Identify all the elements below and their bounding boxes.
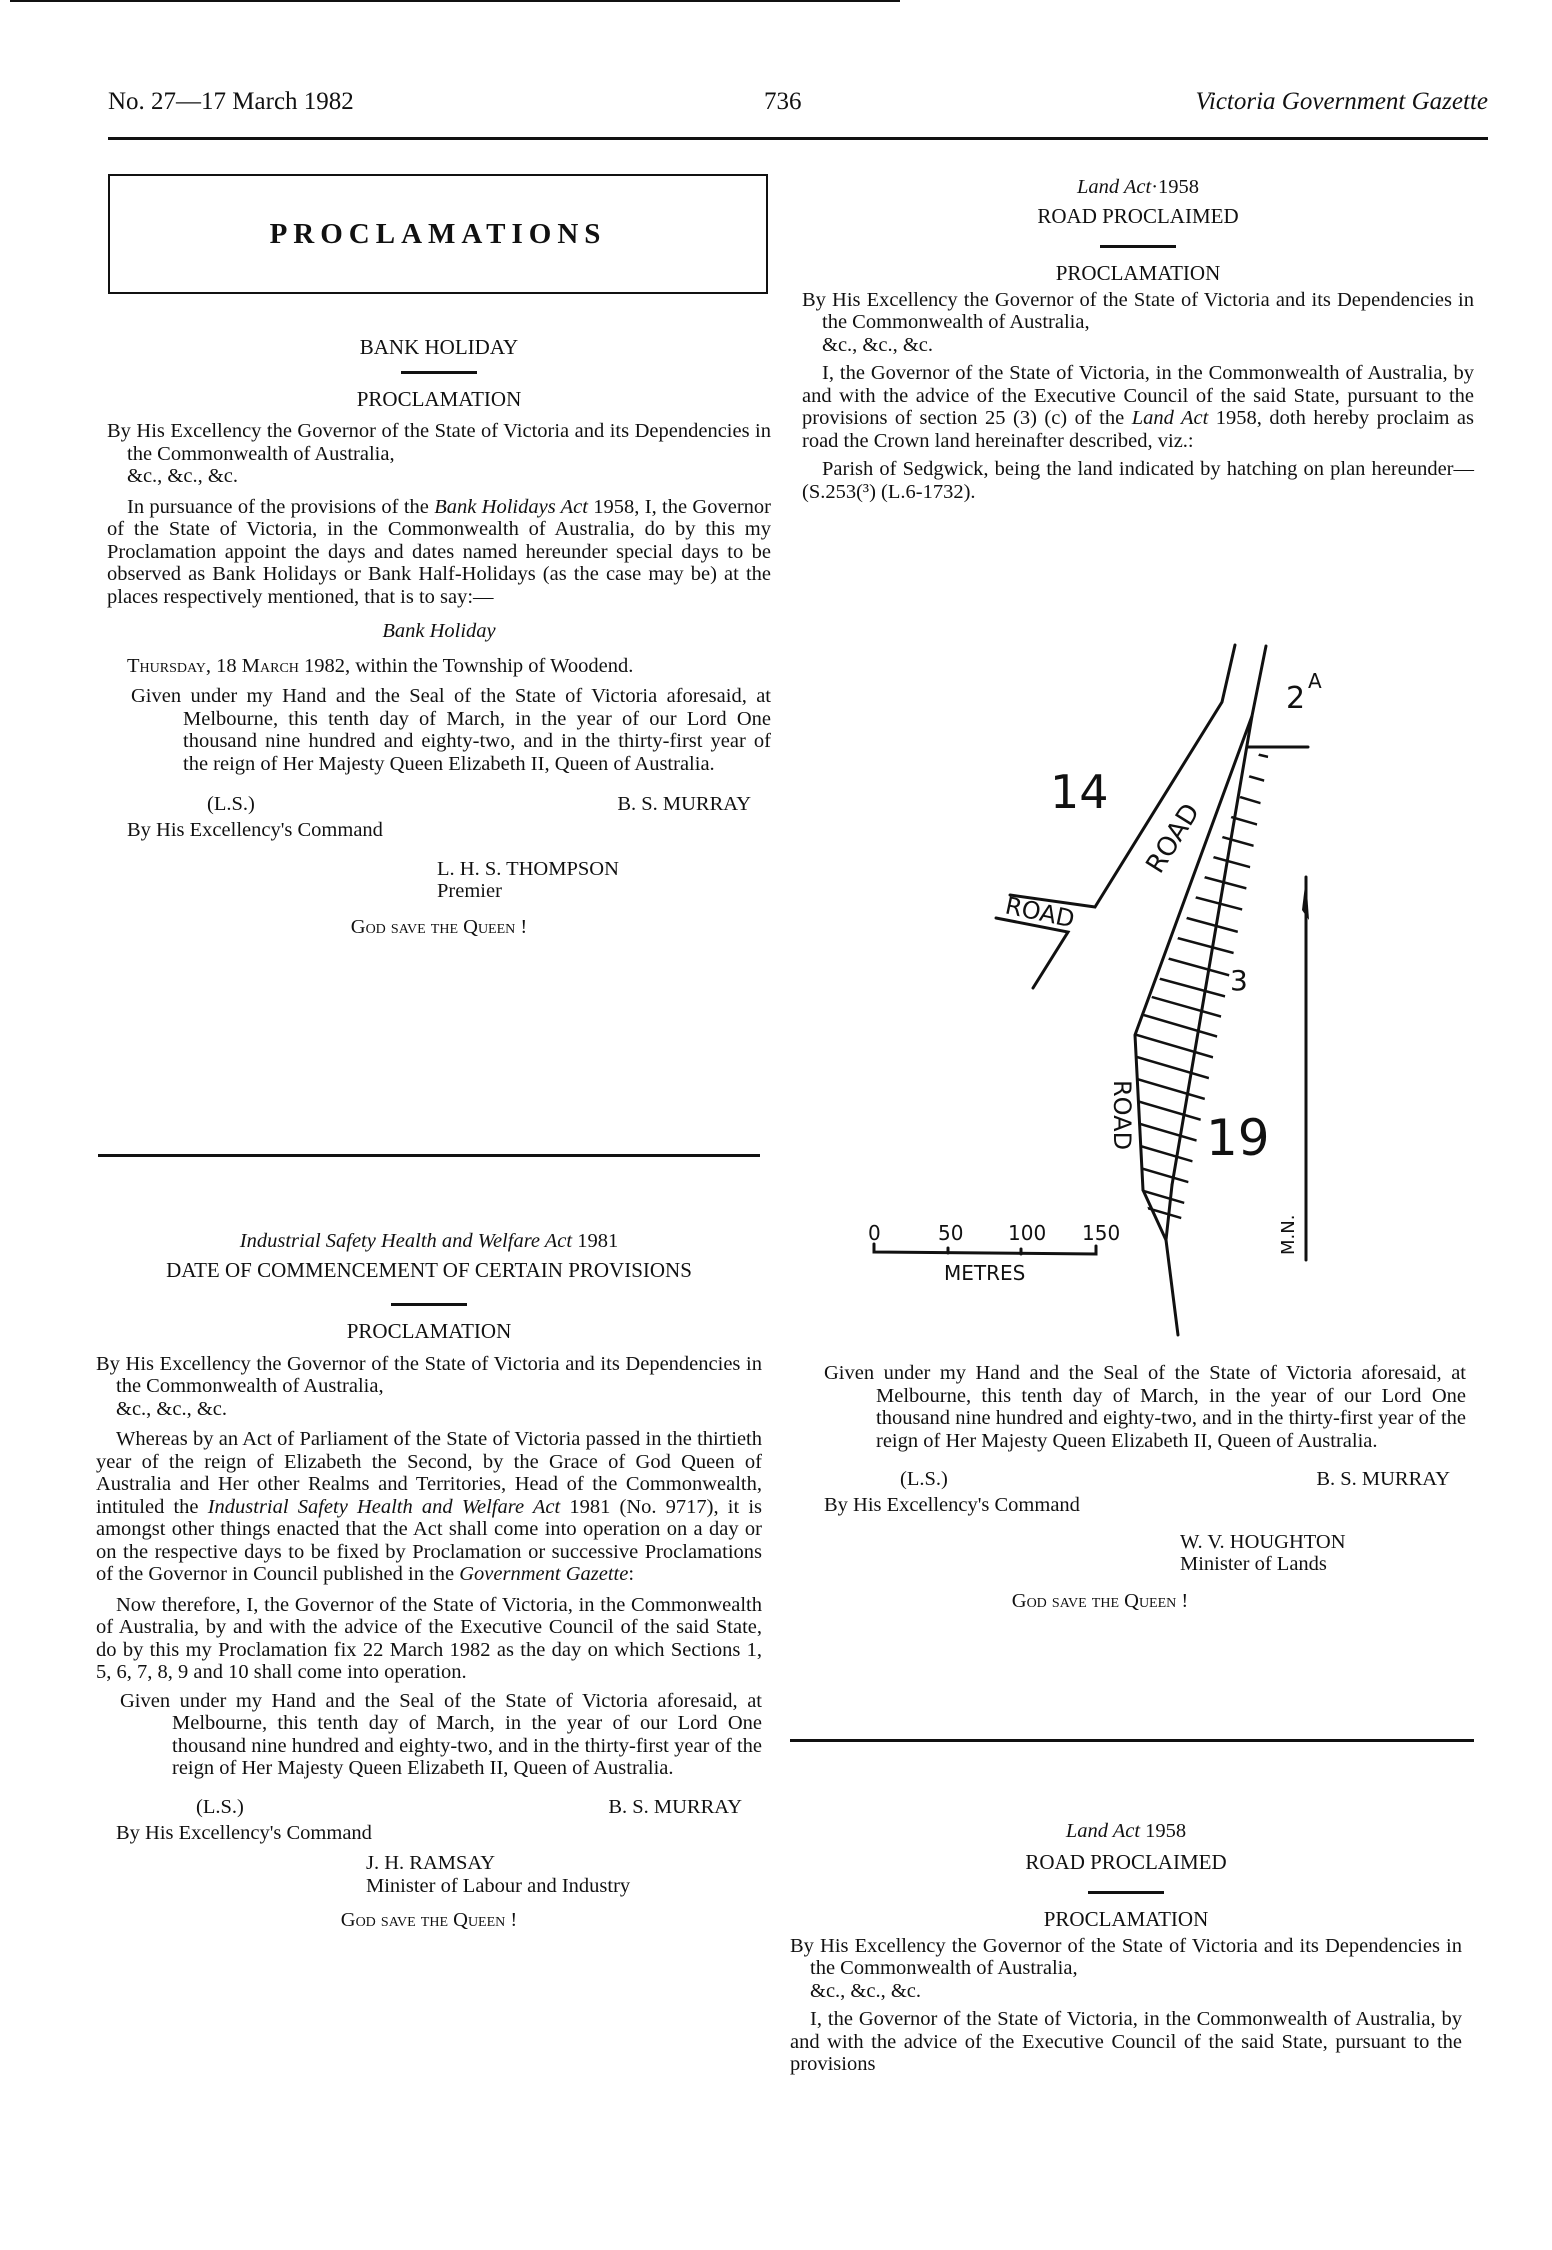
signature-row: [824, 1468, 1466, 1494]
god-save-the-queen: God save the Queen !: [350, 915, 528, 938]
scale-tick-150: 150: [1082, 1221, 1121, 1245]
road-proclaimed-title: ROAD PROCLAIMED: [1037, 203, 1239, 228]
page-number: 736: [764, 88, 802, 115]
signature-row: [96, 1796, 762, 1822]
scale-tick-50: 50: [938, 1221, 964, 1245]
publication-title: Victoria Government Gazette: [1195, 88, 1488, 115]
act-title: Land Act·1958: [1076, 176, 1200, 198]
divider: [391, 1303, 467, 1306]
bank-holiday-title: BANK HOLIDAY: [359, 335, 519, 359]
minister-name: J. H. RAMSAY: [366, 1852, 496, 1874]
proclamation-heading: PROCLAMATION: [1055, 261, 1221, 285]
north-label: M.N.: [1278, 1214, 1299, 1255]
header-rule: [108, 137, 1488, 140]
governor-signature: B. S. MURRAY: [617, 793, 751, 815]
allotment-14-label: 14: [1050, 765, 1109, 819]
now-therefore-clause: Now therefore, I, the Governor of the State of Victoria, in the Commonwealth of Australia, by and with the advice of the Executive Council of the said State, do by this my Proclamation fix 22 March 1982 as the day on which Sections 1, 5, 6, 7, 8, 9 and 10 shall come into operation.: [96, 1593, 762, 1683]
given-under-hand: Given under my Hand and the Seal of the State of Victoria aforesaid, at Melbourne, this tenth day of March, in the year of our Lord One thousand nine hundred and eighty-two, and in the thirty-first year of the reign of Her Majesty Queen Elizabeth II, Queen of Australia.: [131, 685, 771, 775]
proclamation-heading: PROCLAMATION: [346, 1319, 512, 1343]
road-proclamation-signature-block: [824, 1362, 1466, 1612]
preamble: By His Excellency the Governor of the State of Victoria and its Dependencies in the Commonwealth of Australia, &c., &c., &c.: [802, 288, 1474, 356]
allotment-2a-superscript: A: [1308, 669, 1322, 693]
preamble: By His Excellency the Governor of the State of Victoria and its Dependencies in the Commonwealth of Australia, &c., &c., &c.: [790, 1934, 1462, 2002]
bank-holiday-body: In pursuance of the provisions of the Bank Holidays Act 1958, I, the Governor of the State of Victoria, in the Commonwealth of Australia, do by this my Proclamation appoint the days and dates named hereunder special days to be observed as Bank Holidays or Bank Half-Holidays (as the case may be) at the places respectively mentioned, that is to say:—: [107, 495, 771, 608]
excellency-command: By His Excellency's Command: [127, 819, 383, 841]
road-label-diagonal: ROAD: [1140, 798, 1207, 879]
given-under-hand: Given under my Hand and the Seal of the State of Victoria aforesaid, at Melbourne, this tenth day of March, in the year of our Lord One thousand nine hundred and eighty-two, and in the thirty-first year of the reign of Her Majesty Queen Elizabeth II, Queen of Australia.: [824, 1362, 1466, 1452]
minister-title: Minister of Lands: [1180, 1553, 1327, 1575]
section-banner: [108, 174, 768, 294]
road-label-vertical: ROAD: [1108, 1080, 1136, 1151]
minister-name: L. H. S. THOMPSON: [437, 857, 619, 880]
road-proclaimed-title: ROAD PROCLAIMED: [1025, 1849, 1227, 1874]
commencement-title: DATE OF COMMENCEMENT OF CERTAIN PROVISIONS: [166, 1257, 692, 1282]
locus-sigilli: (L.S.): [207, 793, 255, 815]
given-under-hand: Given under my Hand and the Seal of the State of Victoria aforesaid, at Melbourne, this tenth day of March, in the year of our Lord One thousand nine hundred and eighty-two, and in the thirty-first year of the reign of Her Majesty Queen Elizabeth II, Queen of Australia.: [120, 1689, 762, 1779]
governor-signature: B. S. MURRAY: [1316, 1468, 1450, 1490]
plan-drawing: [850, 620, 1410, 1340]
divider: [401, 371, 477, 374]
excellency-command: By His Excellency's Command: [824, 1494, 1080, 1516]
road-body: I, the Governor of the State of Victoria, in the Commonwealth of Australia, by and with the advice of the Executive Council of the said State, pursuant to the provisions of section 25 (3) (c) of the Land Act 1958, doth hereby proclaim as road the Crown land hereinafter described, viz.:: [802, 362, 1474, 452]
excellency-command: By His Excellency's Command: [116, 1821, 372, 1844]
minister-title: Minister of Labour and Industry: [366, 1874, 631, 1897]
god-save-the-queen: God save the Queen !: [340, 1909, 518, 1931]
section-divider: [98, 1154, 760, 1157]
preamble: By His Excellency the Governor of the State of Victoria and its Dependencies in the Commonwealth of Australia, &c., &c., &c.: [107, 420, 771, 487]
road-label-side: ROAD: [1002, 891, 1078, 934]
section-divider: [790, 1739, 1474, 1742]
scale-tick-100: 100: [1008, 1221, 1047, 1245]
act-title: Industrial Safety Health and Welfare Act 1981: [239, 1230, 619, 1252]
locus-sigilli: (L.S.): [900, 1468, 948, 1490]
signature-row: [107, 793, 771, 819]
governor-signature: B. S. MURRAY: [608, 1795, 742, 1818]
issue-date: No. 27—17 March 1982: [108, 88, 354, 115]
allotment-2a-label: 2: [1286, 681, 1306, 716]
scale-unit: METRES: [944, 1261, 1026, 1285]
locus-sigilli: (L.S.): [196, 1795, 244, 1818]
road-body: I, the Governor of the State of Victoria, in the Commonwealth of Australia, by and with the advice of the Executive Council of the said State, pursuant to the provisions: [790, 2008, 1462, 2075]
preamble: By His Excellency the Governor of the State of Victoria and its Dependencies in the Commonwealth of Australia, &c., &c., &c.: [96, 1352, 762, 1420]
minister-title: Premier: [437, 879, 502, 902]
holiday-entry: Thursday, 18 March 1982, within the Township of Woodend.: [127, 654, 634, 677]
bank-holiday-proclamation: [107, 336, 771, 938]
running-head: [108, 88, 1488, 124]
section-banner-title: PROCLAMATIONS: [269, 217, 607, 250]
allotment-19-label: 19: [1206, 1109, 1270, 1167]
proclamation-heading: PROCLAMATION: [1043, 1907, 1209, 1931]
road-proclamation-sedgwick: [802, 176, 1474, 503]
act-title: Land Act 1958: [1065, 1820, 1187, 1842]
divider: [1088, 1891, 1164, 1894]
north-arrow-icon: [1302, 877, 1309, 920]
industrial-safety-proclamation: [96, 1230, 762, 1932]
parish-description: Parish of Sedgwick, being the land indicated by hatching on plan hereunder—(S.253(³) (L.6-1732).: [802, 458, 1474, 503]
god-save-the-queen: God save the Queen !: [1011, 1589, 1189, 1612]
proclamation-heading: PROCLAMATION: [356, 386, 522, 411]
whereas-clause: Whereas by an Act of Parliament of the State of Victoria passed in the thirtieth year of the reign of Elizabeth the Second, by the Grace of God Queen of Australia and Her other Realms and Territories, Head of the Commonwealth, intituled the Industrial Safety Health and Welfare Act 1981 (No. 9717), it is amongst other things enacted that the Act shall come into operation on a day or on the respective days to be fixed by Proclamation or successive Proclamations of the Governor in Council published in the Government Gazette:: [96, 1428, 762, 1585]
minister-name: W. V. HOUGHTON: [1180, 1530, 1346, 1553]
road-proclamation-second: [790, 1820, 1462, 2076]
bank-holiday-subheading: Bank Holiday: [382, 620, 496, 642]
allotment-3-label: 3: [1230, 964, 1248, 997]
top-edge-rule: [10, 0, 900, 2]
divider: [1100, 245, 1176, 248]
road-plan-diagram: [850, 620, 1410, 1340]
scale-tick-0: 0: [868, 1221, 881, 1245]
